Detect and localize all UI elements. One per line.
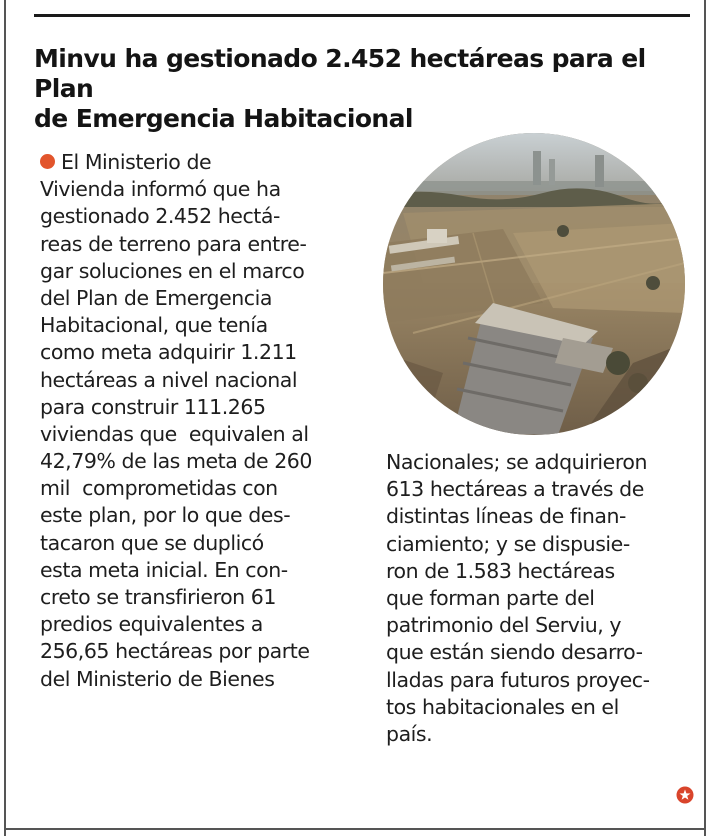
- left-column-line: [40, 258, 370, 285]
- left-column-line: [40, 611, 370, 638]
- body-text: Habitacional, que tenía: [40, 313, 268, 338]
- aerial-land-image: [383, 133, 685, 435]
- body-text: El Ministerio de: [61, 150, 212, 174]
- left-column-line: [40, 502, 370, 529]
- bullet-dot-icon: [40, 154, 55, 169]
- left-column-line: [40, 557, 370, 584]
- body-text: ron de 1.583 hectáreas: [386, 558, 615, 583]
- body-text: 256,65 hectáreas por parte: [40, 639, 310, 664]
- body-text: patrimonio del Serviu, y: [386, 613, 622, 638]
- right-column-line: [386, 667, 702, 694]
- aerial-photo: [383, 133, 685, 435]
- left-column-line: [40, 285, 370, 312]
- left-column-line: [40, 231, 370, 258]
- body-text: creto se transfirieron 61: [40, 585, 276, 609]
- body-text: este plan, por lo que des-: [40, 503, 291, 528]
- body-text: hectáreas a nivel nacional: [40, 367, 298, 392]
- frame-right-border: [704, 0, 706, 836]
- body-text: del Plan de Emergencia: [40, 285, 272, 310]
- right-column-line: [386, 694, 702, 721]
- right-column-line: [386, 721, 702, 748]
- top-rule: [34, 14, 690, 17]
- frame-left-border: [4, 0, 6, 836]
- left-column-line: [40, 312, 370, 339]
- headline-line-1: Minvu ha gestionado 2.452 hectáreas para el Plan: [34, 44, 646, 103]
- end-of-article-icon: [676, 786, 694, 804]
- headline-line-2: de Emergencia Habitacional: [34, 104, 413, 133]
- right-column-line: [386, 449, 702, 476]
- body-text: 613 hectáreas a través de: [386, 477, 644, 502]
- left-column-line: [40, 421, 370, 448]
- left-column-line: [40, 475, 370, 502]
- right-column-line: [386, 476, 702, 503]
- body-text: del Ministerio de Bienes: [40, 666, 275, 691]
- body-text: tacaron que se duplicó: [40, 530, 264, 555]
- body-text: lladas para futuros proyec-: [386, 667, 650, 692]
- left-column-line: [40, 149, 370, 176]
- left-column-line: [40, 530, 370, 557]
- body-column-right: [386, 449, 702, 748]
- body-text: gestionado 2.452 hectá-: [40, 204, 280, 229]
- body-text: que están siendo desarro-: [386, 640, 643, 665]
- right-column-line: [386, 558, 702, 585]
- frame-bottom-border: [4, 828, 706, 830]
- body-text: predios equivalentes a: [40, 612, 263, 637]
- headline: [34, 44, 694, 134]
- body-text: mil comprometidas con: [40, 476, 278, 501]
- body-text: país.: [386, 721, 433, 746]
- body-text: viviendas que equivalen al: [40, 421, 309, 446]
- body-text: como meta adquirir 1.211: [40, 340, 297, 365]
- left-column-line: [40, 666, 370, 693]
- left-column-line: [40, 448, 370, 475]
- body-text: 42,79% de las meta de 260: [40, 449, 312, 474]
- right-column-line: [386, 612, 702, 639]
- body-text: reas de terreno para entre-: [40, 231, 307, 256]
- right-column-line: [386, 585, 702, 612]
- left-column-line: [40, 203, 370, 230]
- right-column-line: [386, 503, 702, 530]
- left-column-line: [40, 638, 370, 665]
- left-column-line: [40, 339, 370, 366]
- body-text: gar soluciones en el marco: [40, 258, 305, 283]
- body-text: para construir 111.265: [40, 394, 266, 419]
- body-text: tos habitacionales en el: [386, 694, 619, 719]
- body-text: que forman parte del: [386, 585, 595, 610]
- left-column-line: [40, 367, 370, 394]
- body-text: distintas líneas de finan-: [386, 504, 626, 529]
- left-column-line: [40, 584, 370, 611]
- right-column-line: [386, 531, 702, 558]
- right-column-line: [386, 639, 702, 666]
- body-text: ciamiento; y se dispusie-: [386, 531, 630, 556]
- body-column-left: [40, 149, 370, 693]
- body-text: esta meta inicial. En con-: [40, 557, 288, 582]
- left-column-line: [40, 394, 370, 421]
- body-text: Nacionales; se adquirieron: [386, 450, 648, 474]
- left-column-line: [40, 176, 370, 203]
- body-text: Vivienda informó que ha: [40, 177, 281, 202]
